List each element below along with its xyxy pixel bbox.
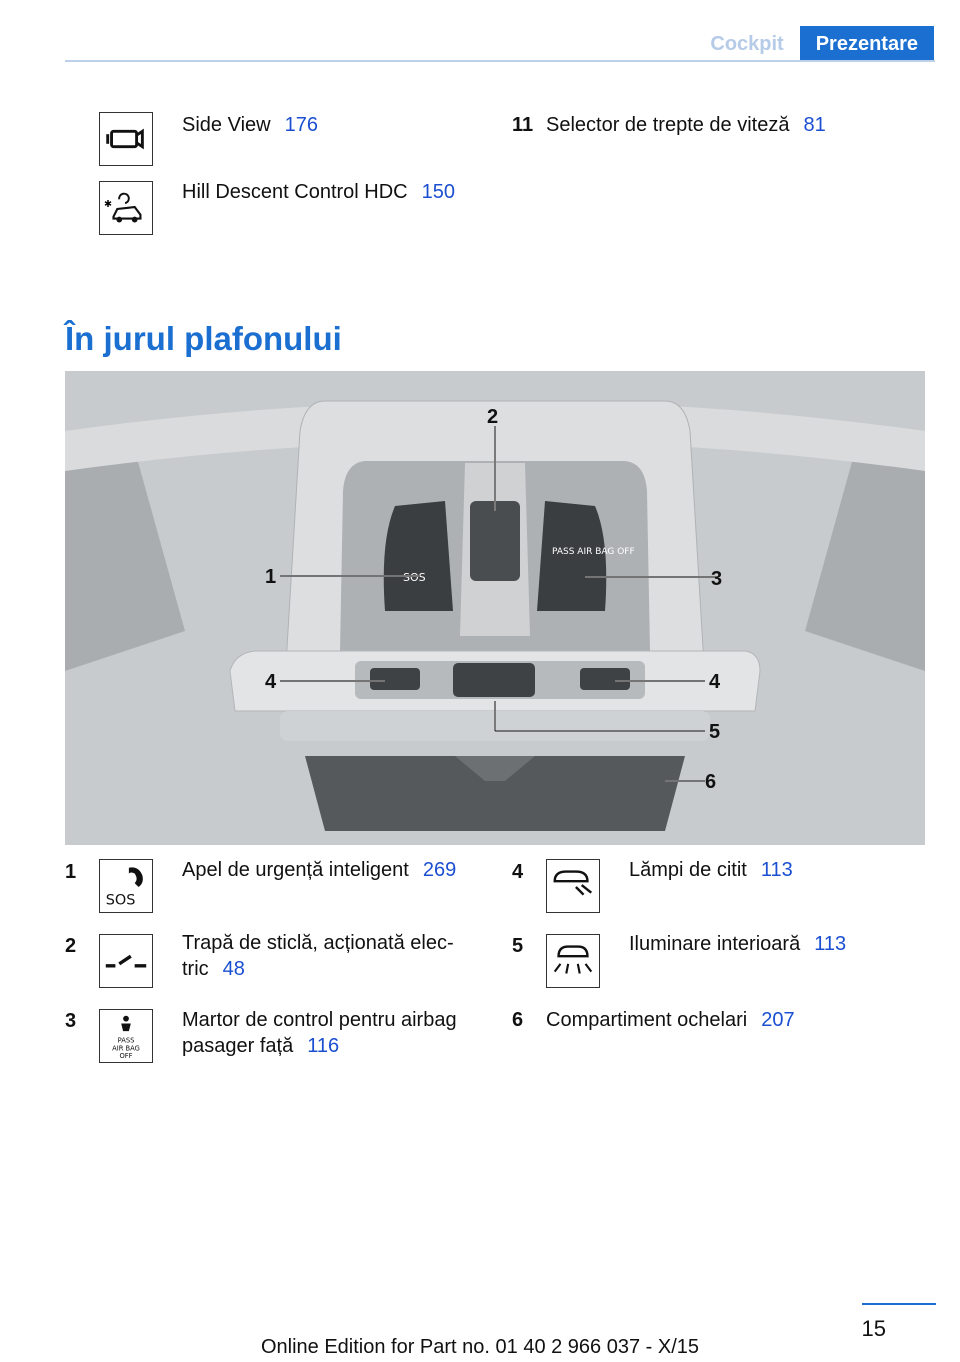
legend-page-link-1[interactable]: 269 — [422, 859, 457, 881]
callout-4-right: 4 — [709, 671, 721, 693]
legend-number-2: 2 — [65, 935, 77, 957]
header-rule — [65, 60, 935, 62]
svg-text:AIR BAG: AIR BAG — [112, 1044, 140, 1053]
legend-label-5: Iluminare interioară — [629, 933, 801, 955]
legend-number-3: 3 — [65, 1010, 77, 1032]
legend-label-3-line1: Martor de control pentru airbag — [182, 1009, 457, 1031]
page-number: 15 — [861, 1316, 886, 1341]
overhead-console-illustration — [65, 371, 925, 845]
legend-page-link-4[interactable]: 113 — [760, 859, 793, 881]
sos-button-label: SOS — [403, 571, 426, 584]
tab-prezentare[interactable]: Prezentare — [800, 26, 934, 62]
interior-light-icon — [546, 934, 600, 988]
callout-4-left: 4 — [265, 671, 277, 693]
legend-entry-5 — [629, 931, 846, 957]
footer-edition-text: Online Edition for Part no. 01 40 2 966 037 - X/15 — [260, 1336, 700, 1358]
footer-rule — [862, 1303, 936, 1305]
legend-number-4: 4 — [512, 861, 524, 883]
airbag-indicator-label: PASS AIR BAG OFF — [552, 547, 635, 557]
legend-number-6: 6 — [512, 1009, 524, 1031]
legend-number-1: 1 — [65, 861, 77, 883]
gear-selector-entry — [546, 112, 826, 138]
hill-descent-icon — [99, 181, 153, 235]
side-view-entry — [182, 112, 318, 138]
legend-label-6: Compartiment ochelari — [546, 1009, 748, 1031]
svg-text:PASS: PASS — [117, 1036, 135, 1045]
gear-selector-page-link[interactable]: 81 — [803, 114, 826, 136]
legend-page-link-5[interactable]: 113 — [814, 933, 847, 955]
header-tabs — [694, 26, 934, 62]
side-view-page-link[interactable]: 176 — [284, 114, 318, 136]
gear-selector-label: Selector de trepte de viteză — [546, 114, 790, 136]
legend-entry-4 — [629, 857, 793, 883]
side-view-label: Side View — [182, 114, 271, 136]
reading-lamp-icon — [546, 859, 600, 913]
callout-3: 3 — [711, 568, 723, 590]
callout-1: 1 — [265, 566, 277, 588]
callout-2: 2 — [487, 406, 499, 428]
legend-label-1: Apel de urgență inteligent — [182, 859, 409, 881]
hdc-entry — [182, 179, 455, 205]
legend-entry-3 — [182, 1007, 457, 1059]
legend-entry-2 — [182, 930, 454, 982]
tab-cockpit[interactable]: Cockpit — [694, 26, 799, 62]
callout-5: 5 — [709, 721, 721, 743]
item-number-11: 11 — [512, 114, 534, 136]
svg-text:✱: ✱ — [103, 199, 112, 211]
legend-page-link-3[interactable]: 116 — [307, 1035, 340, 1057]
svg-text:OFF: OFF — [119, 1052, 133, 1061]
section-title: În jurul plafonului — [65, 320, 342, 357]
airbag-off-icon — [99, 1009, 153, 1063]
legend-label-4: Lămpi de citit — [629, 859, 747, 881]
camera-icon — [99, 112, 153, 166]
legend-entry-6 — [546, 1007, 795, 1033]
legend-number-5: 5 — [512, 935, 524, 957]
legend-label-2-line1: Trapă de sticlă, acționată elec- — [182, 932, 454, 954]
sunroof-icon — [99, 934, 153, 988]
legend-label-2-line2: tric — [182, 958, 209, 980]
legend-entry-1 — [182, 857, 456, 883]
legend-label-3-line2: pasager față — [182, 1035, 294, 1057]
hdc-page-link[interactable]: 150 — [421, 181, 455, 203]
sos-phone-icon — [99, 859, 153, 913]
svg-text:SOS: SOS — [105, 892, 136, 909]
legend-page-link-6[interactable]: 207 — [761, 1009, 795, 1031]
callout-6: 6 — [705, 771, 717, 793]
hdc-label: Hill Descent Control HDC — [182, 181, 408, 203]
legend-page-link-2[interactable]: 48 — [222, 958, 245, 980]
